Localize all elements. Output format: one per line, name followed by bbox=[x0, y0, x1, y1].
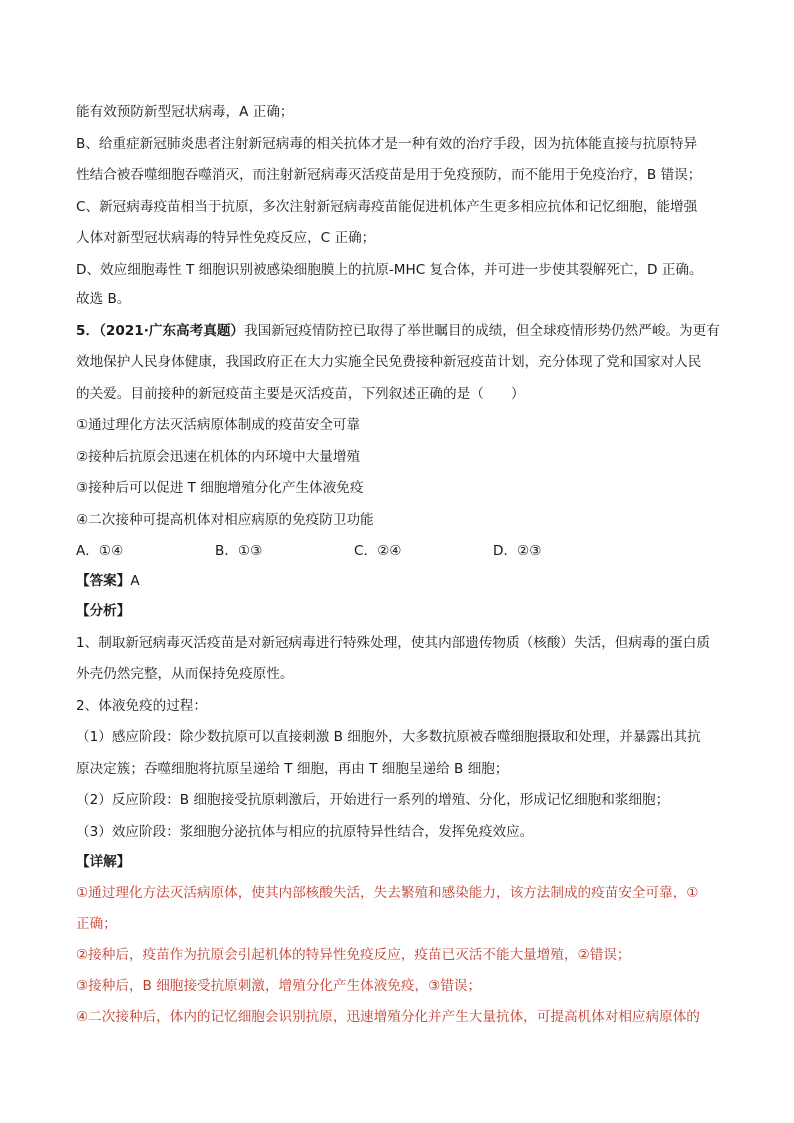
question-stem-line: 的关爱。目前接种的新冠疫苗主要是灭活疫苗，下列叙述正确的是（ ） bbox=[76, 386, 525, 402]
prev-explanation-line: B、给重症新冠肺炎患者注射新冠病毒的相关抗体才是一种有效的治疗手段，因为抗体能直接与抗原特异 bbox=[76, 136, 698, 152]
statement-item: ③接种后可以促进 T 细胞增殖分化产生体液免疫 bbox=[76, 480, 364, 496]
question-stem-line: 效地保护人民身体健康，我国政府正在大力实施全民免费接种新冠疫苗计划，充分体现了党和国家对人民 bbox=[76, 354, 702, 370]
answer-label: 【答案】 bbox=[76, 573, 131, 589]
prev-explanation-line: 性结合被吞噬细胞吞噬消灭，而注射新冠病毒灭活疫苗是用于免疫预防，而不能用于免疫治疗，B 错误； bbox=[76, 167, 702, 183]
question-stem-text: 我国新冠疫情防控已取得了举世瞩目的成绩，但全球疫情形势仍然严峻。为更有 bbox=[244, 323, 720, 339]
analysis-line: 1、制取新冠病毒灭活疫苗是对新冠病毒进行特殊处理，使其内部遗传物质（核酸）失活，但病毒的蛋白质 bbox=[76, 635, 710, 651]
analysis-line: （2）反应阶段：B 细胞接受抗原刺激后，开始进行一系列的增殖、分化，形成记忆细胞和浆细胞； bbox=[76, 792, 670, 808]
detail-line: ①通过理化方法灭活病原体，使其内部核酸失活，失去繁殖和感染能力，该方法制成的疫苗安全可靠，① bbox=[76, 885, 699, 901]
answer-options bbox=[76, 542, 716, 560]
option-c: C．②④ bbox=[354, 543, 402, 559]
detail-line: ④二次接种后，体内的记忆细胞会识别抗原，迅速增殖分化并产生大量抗体，可提高机体对相应病原体的 bbox=[76, 1009, 700, 1025]
prev-explanation-line: D、效应细胞毒性 T 细胞识别被感染细胞膜上的抗原-MHC 复合体，并可进一步使其裂解死亡，D 正确。 bbox=[76, 262, 703, 278]
statement-item: ②接种后抗原会迅速在机体的内环境中大量增殖 bbox=[76, 449, 361, 465]
option-d: D．②③ bbox=[493, 543, 542, 559]
statement-item: ①通过理化方法灭活病原体制成的疫苗安全可靠 bbox=[76, 417, 361, 433]
prev-explanation-line: 故选 B。 bbox=[76, 291, 131, 307]
detail-line: ②接种后，疫苗作为抗原会引起机体的特异性免疫反应，疫苗已灭活不能大量增殖，②错误； bbox=[76, 947, 631, 963]
answer-line bbox=[76, 572, 140, 590]
detail-line: ③接种后，B 细胞接受抗原刺激，增殖分化产生体液免疫，③错误； bbox=[76, 978, 482, 994]
analysis-line: （3）效应阶段：浆细胞分泌抗体与相应的抗原特异性结合，发挥免疫效应。 bbox=[76, 824, 534, 840]
analysis-label: 【分析】 bbox=[76, 603, 131, 619]
prev-explanation-line: 人体对新型冠状病毒的特异性免疫反应，C 正确； bbox=[76, 230, 376, 246]
analysis-line: （1）感应阶段：除少数抗原可以直接刺激 B 细胞外，大多数抗原被吞噬细胞摄取和处理，并暴露出其抗 bbox=[76, 729, 701, 745]
prev-explanation-line: 能有效预防新型冠状病毒，A 正确； bbox=[76, 104, 294, 120]
analysis-line: 外壳仍然完整，从而保持免疫原性。 bbox=[76, 666, 294, 682]
answer-value: A bbox=[130, 573, 140, 589]
prev-explanation-line: C、新冠病毒疫苗相当于抗原，多次注射新冠病毒疫苗能促进机体产生更多相应抗体和记忆细胞，能增强 bbox=[76, 199, 698, 215]
question-source: （2021·广东高考真题） bbox=[99, 323, 245, 339]
statement-item: ④二次接种可提高机体对相应病原的免疫防卫功能 bbox=[76, 512, 374, 528]
option-a: A．①④ bbox=[76, 543, 124, 559]
detail-label: 【详解】 bbox=[76, 854, 131, 870]
analysis-line: 原决定簇；吞噬细胞将抗原呈递给 T 细胞，再由 T 细胞呈递给 B 细胞； bbox=[76, 761, 509, 777]
question-number: 5． bbox=[76, 323, 100, 339]
question-stem-line bbox=[76, 322, 720, 340]
option-b: B．①③ bbox=[215, 543, 263, 559]
detail-line: 正确； bbox=[76, 916, 117, 932]
analysis-line: 2、体液免疫的过程： bbox=[76, 698, 207, 714]
